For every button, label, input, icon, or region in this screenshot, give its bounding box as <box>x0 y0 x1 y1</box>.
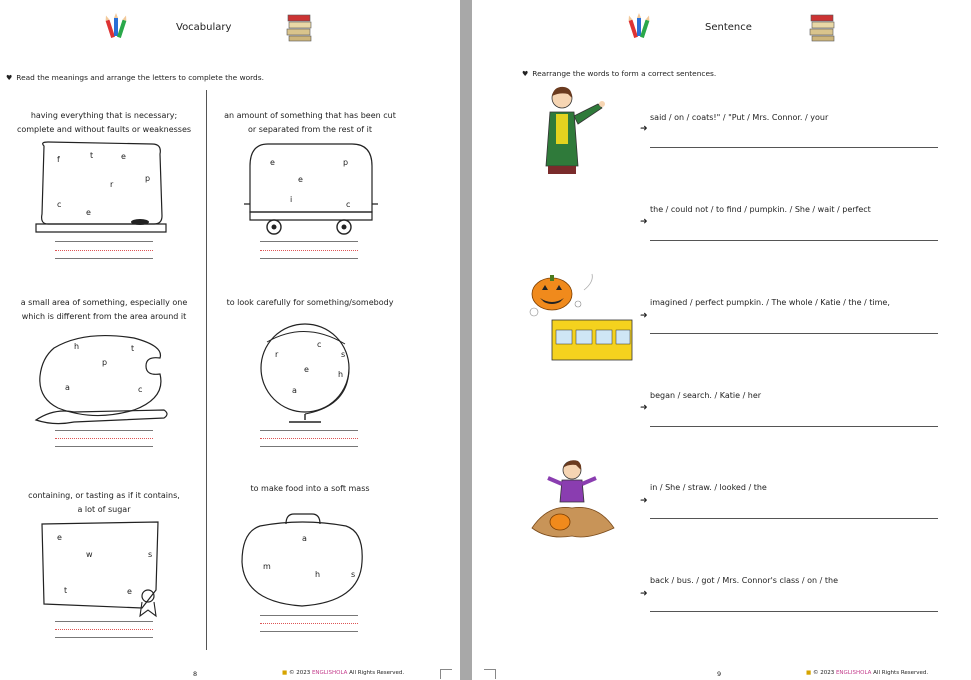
scrambled-letter: t <box>131 344 135 353</box>
books-icon <box>808 12 838 42</box>
logo-icon: ■ <box>806 670 812 676</box>
scrambled-letter: e <box>57 533 62 542</box>
books-icon <box>285 12 315 42</box>
scrambled-letter: h <box>315 570 321 579</box>
page-corner-mark <box>484 669 496 679</box>
page-title: Sentence <box>705 22 752 33</box>
answer-baseline <box>260 258 358 259</box>
scrambled-letter: a <box>292 386 297 395</box>
answer-line[interactable] <box>55 621 153 622</box>
answer-baseline <box>55 637 153 638</box>
page-title: Vocabulary <box>176 22 232 33</box>
scrambled-letter: t <box>64 586 68 595</box>
sentence-answer-line[interactable] <box>650 426 938 427</box>
heart-bullet-icon: ♥ <box>522 70 529 78</box>
copyright-footer: ■ © 2023 ENGLISHOLA All Rights Reserved. <box>282 670 405 676</box>
scrambled-letter: e <box>86 208 91 217</box>
scrambled-letter: s <box>351 570 356 579</box>
globe-shape <box>253 322 363 430</box>
word-set-6: back / bus. / got / Mrs. Connor's class / on / the <box>650 576 838 585</box>
page-number: 8 <box>193 670 198 678</box>
definition-2: an amount of something that has been cut or separated from the rest of it <box>224 111 396 134</box>
arrow-icon: ➜ <box>640 311 648 321</box>
answer-baseline <box>260 446 358 447</box>
page-gutter <box>460 0 472 680</box>
word-set-1: said / on / coats!" / "Put / Mrs. Connor. / your <box>650 113 829 122</box>
arrow-icon: ➜ <box>640 217 648 227</box>
instruction: ♥ Rearrange the words to form a correct sentences. <box>522 69 717 78</box>
answer-line[interactable] <box>260 241 358 242</box>
scrambled-letter: c <box>317 340 322 349</box>
answer-line[interactable] <box>260 430 358 431</box>
scrambled-letter: r <box>275 350 279 359</box>
word-set-2: the / could not / to find / pumpkin. / She / wait / perfect <box>650 205 871 214</box>
bus-shape <box>240 138 380 238</box>
scrambled-letter: s <box>148 550 153 559</box>
answer-guide-dotted <box>55 438 153 439</box>
answer-guide-dotted <box>260 250 358 251</box>
definition-5: containing, or tasting as if it contains, a lot of sugar <box>28 491 180 514</box>
page-vocabulary <box>0 0 460 680</box>
definition-4: to look carefully for something/somebody <box>226 298 394 307</box>
scrambled-letter: t <box>90 151 94 160</box>
definition-3: a small area of something, especially one which is different from the area around it <box>20 298 188 321</box>
arrow-icon: ➜ <box>640 589 648 599</box>
answer-guide-dotted <box>55 629 153 630</box>
scrambled-letter: e <box>270 158 275 167</box>
scrambled-letter: s <box>341 350 346 359</box>
instruction: ♥ Read the meanings and arrange the letters to complete the words. <box>6 73 264 82</box>
word-set-3: imagined / perfect pumpkin. / The whole / Katie / the / time, <box>650 298 890 307</box>
copyright-footer: ■ © 2023 ENGLISHOLA All Rights Reserved. <box>806 670 929 676</box>
scrambled-letter: c <box>138 385 143 394</box>
page-number: 9 <box>717 670 722 678</box>
heart-bullet-icon: ♥ <box>6 74 13 82</box>
definition-6: to make food into a soft mass <box>250 484 370 493</box>
answer-guide-dotted <box>260 623 358 624</box>
pumpkin-bus-illustration <box>524 272 634 362</box>
scrambled-letter: r <box>110 180 114 189</box>
scrambled-letter: e <box>304 365 309 374</box>
scrambled-letter: f <box>57 155 60 164</box>
column-divider <box>206 90 207 650</box>
scrambled-letter: c <box>346 200 351 209</box>
scrambled-letter: e <box>121 152 126 161</box>
sentence-answer-line[interactable] <box>650 240 938 241</box>
arrow-icon: ➜ <box>640 496 648 506</box>
scrambled-letter: h <box>74 342 80 351</box>
pencils-icon <box>101 12 131 42</box>
page-sentence <box>472 0 971 680</box>
answer-line[interactable] <box>55 430 153 431</box>
definition-1: having everything that is necessary; complete and without faults or weaknesses <box>16 111 192 134</box>
answer-guide-dotted <box>55 250 153 251</box>
scrambled-letter: i <box>290 195 293 204</box>
answer-line[interactable] <box>55 241 153 242</box>
palette-shape <box>34 328 174 428</box>
answer-line[interactable] <box>260 615 358 616</box>
bag-shape <box>238 510 368 614</box>
sentence-answer-line[interactable] <box>650 333 938 334</box>
answer-guide-dotted <box>260 438 358 439</box>
logo-icon: ■ <box>282 670 288 676</box>
sentence-answer-line[interactable] <box>650 147 938 148</box>
arrow-icon: ➜ <box>640 124 648 134</box>
word-set-4: began / search. / Katie / her <box>650 391 762 400</box>
scrambled-letter: p <box>145 174 151 183</box>
arrow-icon: ➜ <box>640 403 648 413</box>
scrambled-letter: e <box>298 175 303 184</box>
word-set-5: in / She / straw. / looked / the <box>650 483 767 492</box>
girl-in-leaves-illustration <box>528 456 618 542</box>
scrambled-letter: c <box>57 200 62 209</box>
answer-baseline <box>260 631 358 632</box>
scrambled-letter: w <box>86 550 93 559</box>
page-corner-mark <box>440 669 452 679</box>
scrambled-letter: m <box>263 562 271 571</box>
scrambled-letter: p <box>102 358 108 367</box>
blackboard-shape <box>34 138 170 238</box>
scrambled-letter: e <box>127 587 132 596</box>
teacher-illustration <box>542 84 612 178</box>
answer-baseline <box>55 258 153 259</box>
scrambled-letter: p <box>343 158 349 167</box>
sentence-answer-line[interactable] <box>650 518 938 519</box>
scrambled-letter: h <box>338 370 344 379</box>
answer-baseline <box>55 446 153 447</box>
sentence-answer-line[interactable] <box>650 611 938 612</box>
scrambled-letter: a <box>65 383 70 392</box>
scrambled-letter: a <box>302 534 307 543</box>
pencils-icon <box>624 12 654 42</box>
